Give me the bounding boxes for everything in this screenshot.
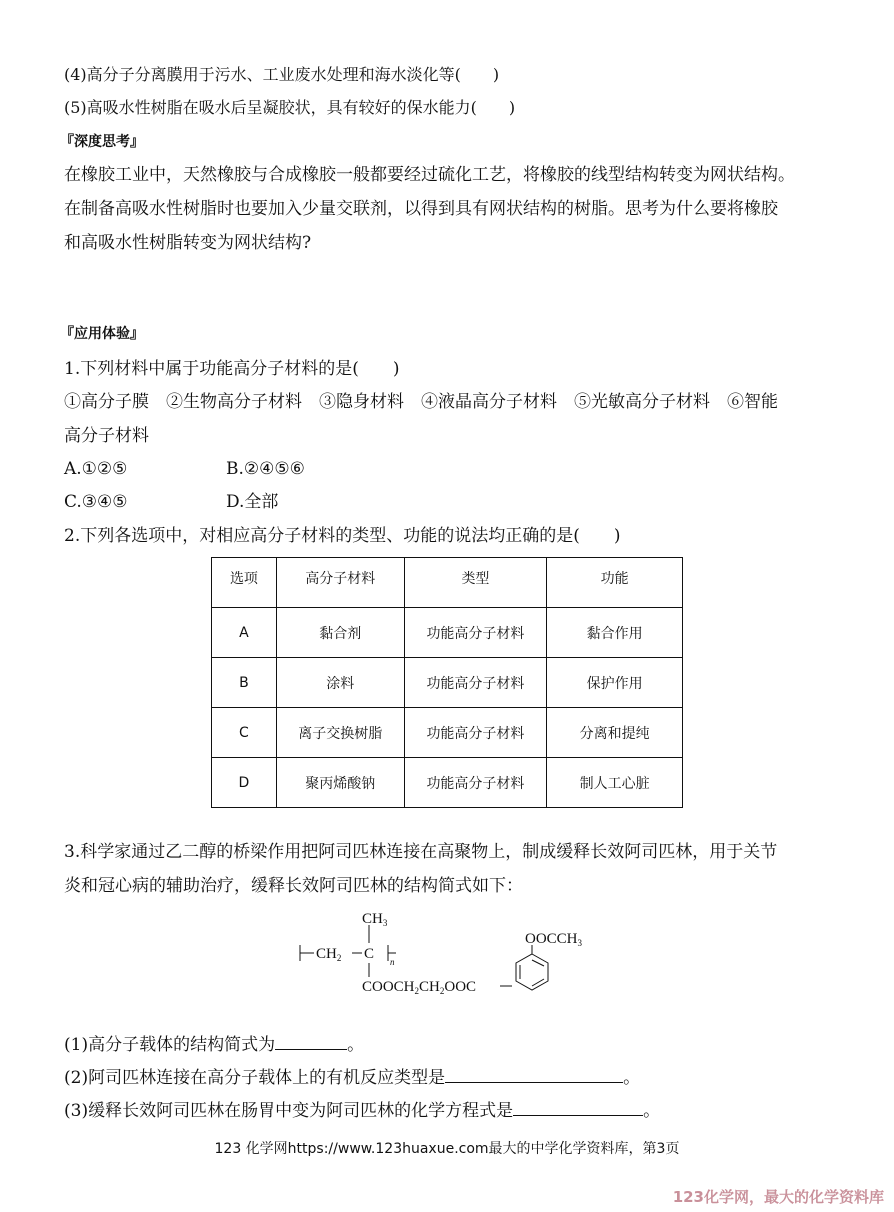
table-cell: C [212,708,277,758]
table-cell: 黏合剂 [276,608,404,658]
table-row [212,608,683,658]
table-cell: 功能高分子材料 [404,758,547,808]
statement-4: (4)高分子分离膜用于污水、工业废水处理和海水淡化等( ) [64,65,500,84]
table-header-cell: 选项 [212,558,277,608]
q3-sub-2-end: 。 [623,1068,641,1088]
q1-stem: 1.下列材料中属于功能高分子材料的是( ) [64,359,400,379]
page-footer: 123 化学网https://www.123huaxue.com最大的中学化学资料库，第3页 [214,1141,680,1157]
answer-blank-1[interactable] [275,1034,347,1050]
application-heading: 『应用体验』 [60,326,144,342]
table-cell: 分离和提纯 [547,708,683,758]
chain-c-label: C [364,946,375,962]
deep-thinking-line-1: 在橡胶工业中，天然橡胶与合成橡胶一般都要经过硫化工艺，将橡胶的线型结构转变为网状结构。 [64,165,795,185]
ester-chain-label: $COOCH_2CH_2OOC$ [362,979,477,996]
structural-formula [296,903,616,1028]
q1-option-c: C.③④⑤ [64,492,128,512]
table-cell: A [212,608,277,658]
statement-5: (5)高吸水性树脂在吸水后呈凝胶状，具有较好的保水能力( ) [64,98,516,117]
table-cell: D [212,758,277,808]
q3-sub-1 [64,1033,364,1057]
table-row [212,658,683,708]
table-cell: 离子交换树脂 [276,708,404,758]
polymer-n-label: n [390,957,395,967]
q3-sub-3-text: (3)缓释长效阿司匹林在肠胃中变为阿司匹林的化学方程式是 [64,1101,514,1121]
q3-sub-1-end: 。 [347,1035,365,1055]
methyl-top-label: $CH_3$ [362,911,388,928]
deep-thinking-heading: 『深度思考』 [60,134,144,150]
table-cell: 制人工心脏 [547,758,683,808]
q2-stem: 2.下列各选项中，对相应高分子材料的类型、功能的说法均正确的是( ) [64,526,621,546]
q3-stem-line-2: 炎和冠心病的辅助治疗，缓释长效阿司匹林的结构简式如下： [64,876,523,896]
answer-blank-3[interactable] [513,1100,643,1116]
site-watermark: 123化学网，最大的化学资料库 [672,1188,884,1206]
table-header-cell: 功能 [547,558,683,608]
q3-sub-3 [64,1099,660,1123]
q1-option-a: A.①②⑤ [64,459,128,479]
table-header-cell: 高分子材料 [276,558,404,608]
q3-sub-1-text: (1)高分子载体的结构简式为 [64,1035,276,1055]
q3-sub-2 [64,1066,640,1090]
table-cell: 聚丙烯酸钠 [276,758,404,808]
table-cell: 保护作用 [547,658,683,708]
table-cell: 功能高分子材料 [404,658,547,708]
table-cell: 黏合作用 [547,608,683,658]
q3-stem-line-1: 3.科学家通过乙二醇的桥梁作用把阿司匹林连接在高聚物上，制成缓释长效阿司匹林，用于关节 [64,842,778,862]
q3-sub-3-end: 。 [643,1101,661,1121]
table-cell: 涂料 [276,658,404,708]
q1-items-line-2: 高分子材料 [64,426,149,446]
deep-thinking-line-3: 和高吸水性树脂转变为网状结构? [64,233,312,253]
acetoxy-label: $OOCCH_3$ [525,931,583,948]
q1-items-line-1: ①高分子膜 ②生物高分子材料 ③隐身材料 ④液晶高分子材料 ⑤光敏高分子材料 ⑥智能 [64,392,778,412]
table-row [212,758,683,808]
table-header-cell: 类型 [404,558,547,608]
chain-ch2-label: $CH_2$ [316,946,342,963]
deep-thinking-line-2: 在制备高吸水性树脂时也要加入少量交联剂，以得到具有网状结构的树脂。思考为什么要将橡胶 [64,199,778,219]
table-cell: B [212,658,277,708]
table-cell: 功能高分子材料 [404,708,547,758]
table-header-row [212,558,683,608]
answer-blank-2[interactable] [445,1067,623,1083]
q3-sub-2-text: (2)阿司匹林连接在高分子载体上的有机反应类型是 [64,1068,446,1088]
q1-option-b: B.②④⑤⑥ [226,459,305,479]
q2-options-table [211,557,683,808]
table-cell: 功能高分子材料 [404,608,547,658]
q1-option-d: D.全部 [226,492,279,512]
table-row [212,708,683,758]
